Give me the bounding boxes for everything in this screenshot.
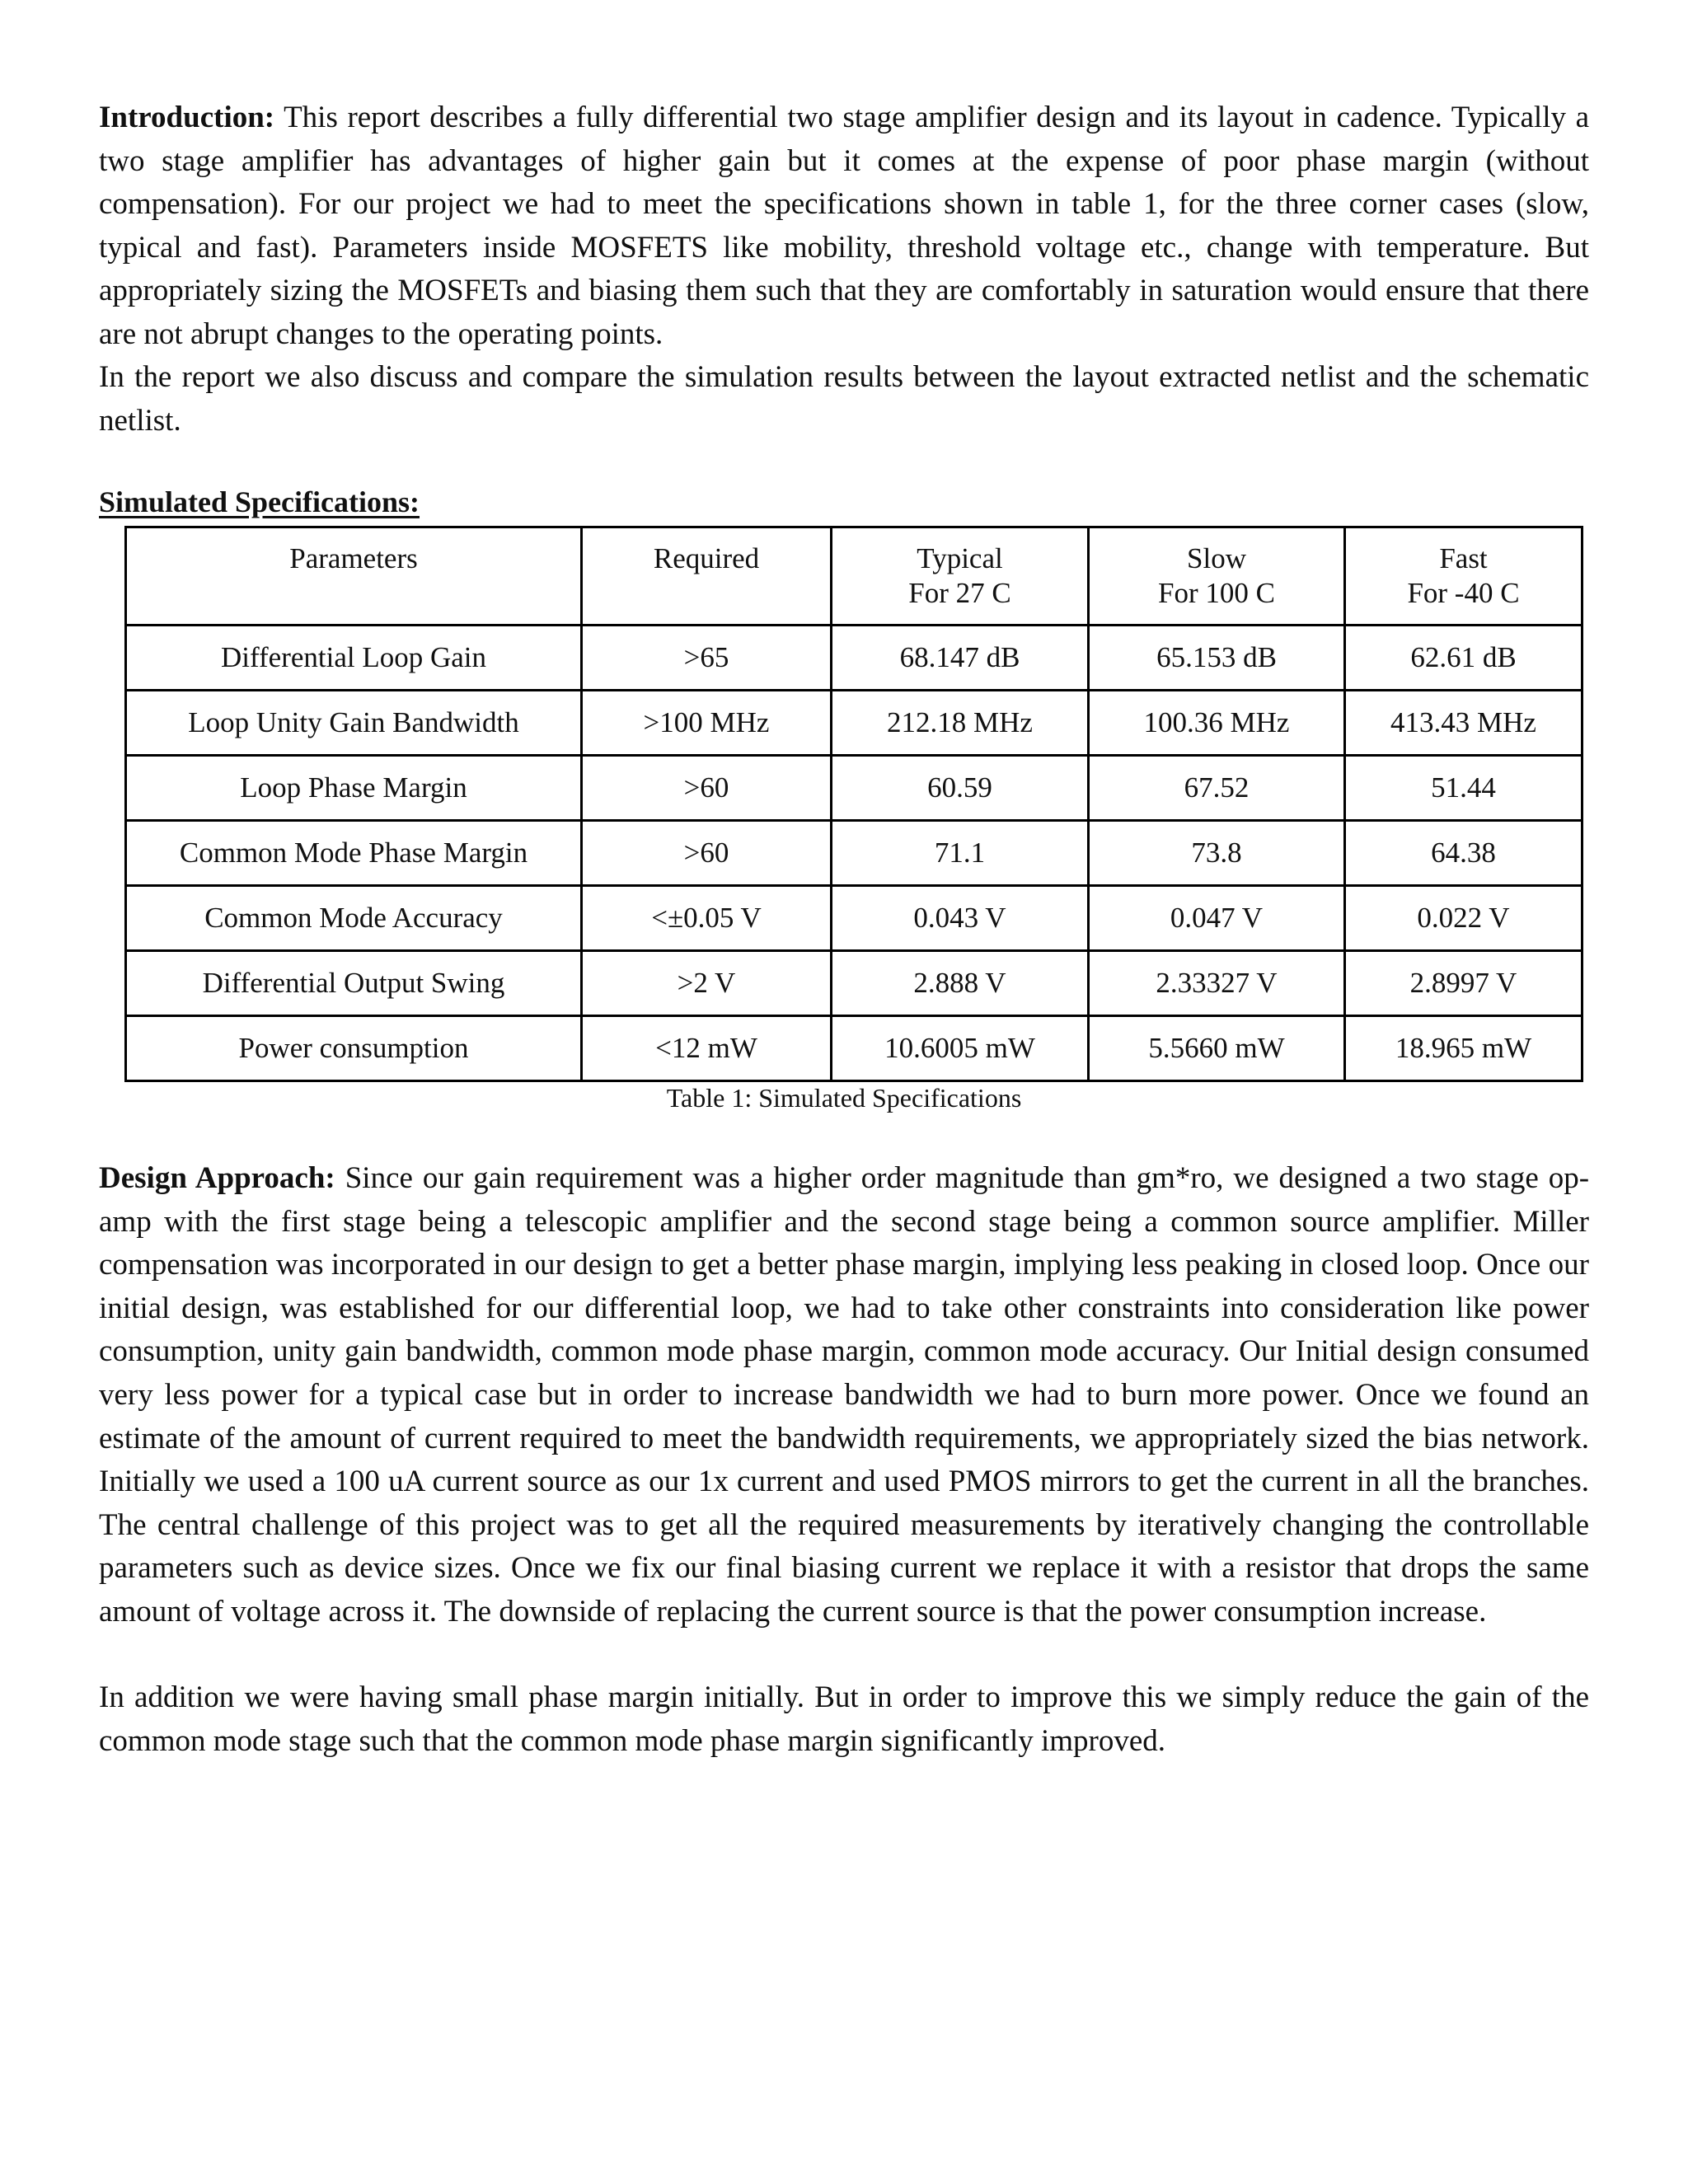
introduction-paragraph-2: In the report we also discuss and compare the simulation results between the layout extracted netlist and the schematic netlist. <box>99 360 1589 438</box>
table-cell-fast: 64.38 <box>1345 821 1582 886</box>
table-cell-fast: 51.44 <box>1345 756 1582 821</box>
column-header <box>1089 527 1345 626</box>
column-header <box>582 527 832 626</box>
table-cell-slow: 0.047 V <box>1089 886 1345 951</box>
specifications-table <box>124 526 1583 1082</box>
table-cell-parameter: Power consumption <box>126 1016 582 1081</box>
column-header-title: Fast <box>1439 542 1488 574</box>
table-cell-required: >60 <box>582 821 832 886</box>
table-cell-required: >100 MHz <box>582 691 832 756</box>
column-header-title: Required <box>653 542 760 574</box>
design-approach-paragraph-2: In addition we were having small phase margin initially. But in order to improve this we simply reduce the gain of the common mode stage such that the common mode phase margin significantly improved. <box>99 1680 1589 1758</box>
column-header-subtitle: For 100 C <box>1158 577 1275 609</box>
table-cell-required: <12 mW <box>582 1016 832 1081</box>
table-cell-typical: 68.147 dB <box>832 626 1089 691</box>
table-cell-slow: 65.153 dB <box>1089 626 1345 691</box>
table-cell-slow: 67.52 <box>1089 756 1345 821</box>
column-header-title: Parameters <box>289 542 418 574</box>
table-row <box>126 951 1582 1016</box>
introduction-paragraph <box>99 96 1589 357</box>
column-header <box>126 527 582 626</box>
table-cell-typical: 0.043 V <box>832 886 1089 951</box>
table-cell-parameter: Differential Output Swing <box>126 951 582 1016</box>
table-cell-typical: 212.18 MHz <box>832 691 1089 756</box>
table-cell-fast: 62.61 dB <box>1345 626 1582 691</box>
table-cell-slow: 100.36 MHz <box>1089 691 1345 756</box>
introduction-text: This report describes a fully differential two stage amplifier design and its layout in cadence. Typically a two stage amplifier has advantages of higher gain but it comes at the expense of poor phase margin (without compensation). For our project we had to meet the specifications shown in table 1, for the three corner cases (slow, typical and fast). Parameters inside MOSFETS like mobility, threshold voltage etc., change with temperature. But appropriately sizing the MOSFETs and biasing them such that they are comfortably in saturation would ensure that there are not abrupt changes to the operating points. <box>99 101 1590 351</box>
design-approach-text: Since our gain requirement was a higher order magnitude than gm*ro, we designed a two stage op-amp with the first stage being a telescopic amplifier and the second stage being a common source amplifier. Miller compensation was incorporated in our design to get a better phase margin, implying less peaking in closed loop. Once our initial design, was established for our differential loop, we had to take other constraints into consideration like power consumption, unity gain bandwidth, common mode phase margin, common mode accuracy. Our Initial design consumed very less power for a typical case but in order to increase bandwidth we had to burn more power. Once we found an estimate of the amount of current required to meet the bandwidth requirements, we appropriately sized the bias network. Initially we used a 100 uA current source as our 1x current and used PMOS mirrors to get the current in all the branches. The central challenge of this project was to get all the required measurements by iteratively changing the controllable parameters such as device sizes. Once we fix our final biasing current we replace it with a resistor that drops the same amount of voltage across it. The downside of replacing the current source is that the power consumption increase. <box>99 1161 1590 1629</box>
column-header <box>1345 527 1582 626</box>
table-cell-required: <±0.05 V <box>582 886 832 951</box>
table-row <box>126 886 1582 951</box>
table-row <box>126 756 1582 821</box>
column-header-subtitle: For 27 C <box>908 577 1011 609</box>
table-cell-parameter: Common Mode Accuracy <box>126 886 582 951</box>
table-cell-slow: 73.8 <box>1089 821 1345 886</box>
table-cell-typical: 2.888 V <box>832 951 1089 1016</box>
design-approach-heading: Design Approach: <box>99 1161 335 1195</box>
column-header <box>832 527 1089 626</box>
table-cell-required: >60 <box>582 756 832 821</box>
design-approach-paragraph <box>99 1157 1589 1634</box>
introduction-heading: Introduction: <box>99 101 275 134</box>
table-row <box>126 1016 1582 1081</box>
table-cell-typical: 60.59 <box>832 756 1089 821</box>
table-cell-required: >65 <box>582 626 832 691</box>
table-row <box>126 691 1582 756</box>
column-header-title: Typical <box>917 542 1003 574</box>
table-cell-slow: 2.33327 V <box>1089 951 1345 1016</box>
table-row <box>126 821 1582 886</box>
table-cell-required: >2 V <box>582 951 832 1016</box>
table-cell-slow: 5.5660 mW <box>1089 1016 1345 1081</box>
specifications-heading: Simulated Specifications: <box>99 485 420 518</box>
table-cell-fast: 413.43 MHz <box>1345 691 1582 756</box>
column-header-subtitle: For -40 C <box>1407 577 1520 609</box>
table-caption: Table 1: Simulated Specifications <box>666 1083 1022 1113</box>
table-cell-parameter: Common Mode Phase Margin <box>126 821 582 886</box>
table-cell-fast: 2.8997 V <box>1345 951 1582 1016</box>
table-cell-parameter: Loop Unity Gain Bandwidth <box>126 691 582 756</box>
table-cell-typical: 71.1 <box>832 821 1089 886</box>
table-header-row <box>126 527 1582 626</box>
table-cell-fast: 18.965 mW <box>1345 1016 1582 1081</box>
table-cell-parameter: Loop Phase Margin <box>126 756 582 821</box>
table-cell-fast: 0.022 V <box>1345 886 1582 951</box>
column-header-title: Slow <box>1187 542 1246 574</box>
table-cell-parameter: Differential Loop Gain <box>126 626 582 691</box>
table-cell-typical: 10.6005 mW <box>832 1016 1089 1081</box>
table-row <box>126 626 1582 691</box>
